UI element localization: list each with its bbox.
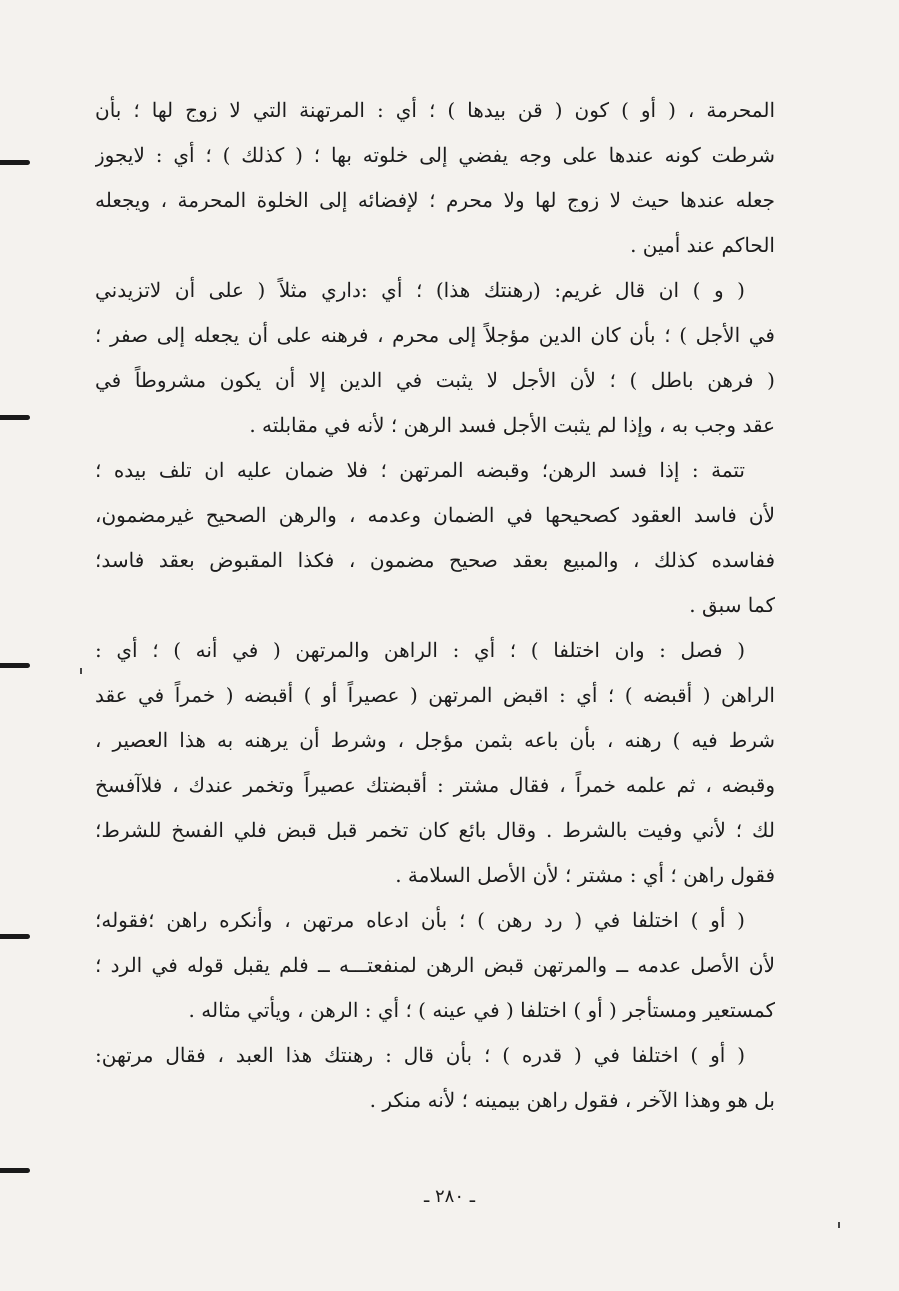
binding-mark bbox=[0, 934, 30, 939]
paragraph-1 bbox=[95, 88, 775, 268]
text-line: كمستعير ومستأجر ( أو ) اختلفا ( في عينه ) ؛ أي : الرهن ، ويأتي مثاله . bbox=[188, 998, 775, 1022]
text-line: شرط فيه ) رهنه ، بأن باعه بثمن مؤجل ، وشرط أن يرهنه به هذا العصير ، bbox=[95, 728, 775, 752]
text-line: ( أو ) اختلفا في ( رد رهن ) ؛ بأن ادعاه مرتهن ، وأنكره راهن ؛فقوله؛ bbox=[95, 908, 745, 932]
text-line: الحاكم عند أمين . bbox=[630, 233, 775, 257]
binding-mark bbox=[0, 1168, 30, 1173]
text-line: لأن الأصل عدمه ــ والمرتهن قبض الرهن لمنفعتـــه ــ فلم يقبل قوله في الرد ؛ bbox=[95, 953, 775, 977]
text-line: جعله عندها حيث لا زوج لها ولا محرم ؛ لإفضائه إلى الخلوة المحرمة ، ويجعله bbox=[95, 188, 775, 212]
binding-mark bbox=[0, 160, 30, 165]
paragraph-4 bbox=[95, 628, 775, 898]
text-line: شرطت كونه عندها على وجه يفضي إلى خلوته بها ؛ ( كذلك ) ؛ أي : لايجوز bbox=[95, 143, 775, 167]
text-line: ( و ) ان قال غريم: (رهنتك هذا) ؛ أي :داري مثلاً ( على أن لاتزيدني bbox=[95, 278, 745, 302]
text-line: ففاسده كذلك ، والمبيع بعقد صحيح مضمون ، فكذا المقبوض بعقد فاسد؛ bbox=[95, 548, 775, 572]
paragraph-2 bbox=[95, 268, 775, 448]
text-line: تتمة : إذا فسد الرهن؛ وقبضه المرتهن ؛ فلا ضمان عليه ان تلف بيده ؛ bbox=[95, 458, 745, 482]
text-line: كما سبق . bbox=[689, 593, 775, 617]
text-line: ( فصل : وان اختلفا ) ؛ أي : الراهن والمرتهن ( في أنه ) ؛ أي : bbox=[95, 638, 745, 662]
page-number: ـ ٢٨٠ ـ bbox=[423, 1186, 475, 1207]
text-line: فقول راهن ؛ أي : مشتر ؛ لأن الأصل السلامة . bbox=[395, 863, 775, 887]
text-line: لك ؛ لأني وفيت بالشرط . وقال بائع كان تخمر قبل قبض فلي الفسخ للشرط؛ bbox=[95, 818, 775, 842]
text-line: لأن فاسد العقود كصحيحها في الضمان وعدمه ، والرهن الصحيح غيرمضمون، bbox=[95, 503, 775, 527]
text-line: المحرمة ، ( أو ) كون ( قن بيدها ) ؛ أي : المرتهنة التي لا زوج لها ؛ بأن bbox=[95, 98, 775, 122]
binding-mark bbox=[0, 663, 30, 668]
text-line: في الأجل ) ؛ بأن كان الدين مؤجلاً إلى محرم ، فرهنه على أن يجعله إلى صفر ؛ bbox=[95, 323, 775, 347]
paragraph-3 bbox=[95, 448, 775, 628]
body-text bbox=[95, 88, 775, 1123]
scan-speck bbox=[838, 1222, 840, 1228]
scan-speck bbox=[80, 668, 82, 674]
text-line: ( فرهن باطل ) ؛ لأن الأجل لا يثبت في الدين إلا أن يكون مشروطاً في bbox=[95, 368, 775, 392]
text-line: ( أو ) اختلفا في ( قدره ) ؛ بأن قال : رهنتك هذا العبد ، فقال مرتهن: bbox=[95, 1043, 745, 1067]
text-line: بل هو وهذا الآخر ، فقول راهن بيمينه ؛ لأنه منكر . bbox=[369, 1088, 775, 1112]
text-line: عقد وجب به ، وإذا لم يثبت الأجل فسد الرهن ؛ لأنه في مقابلته . bbox=[249, 413, 775, 437]
binding-mark bbox=[0, 415, 30, 420]
text-line: الراهن ( أقبضه ) ؛ أي : اقبض المرتهن ( عصيراً أو ) أقبضه ( خمراً في عقد bbox=[95, 683, 775, 707]
text-line: وقبضه ، ثم علمه خمراً ، فقال مشتر : أقبضتك عصيراً وتخمر عندك ، فلاآفسخ bbox=[95, 773, 775, 797]
paragraph-5 bbox=[95, 898, 775, 1033]
paragraph-6 bbox=[95, 1033, 775, 1123]
